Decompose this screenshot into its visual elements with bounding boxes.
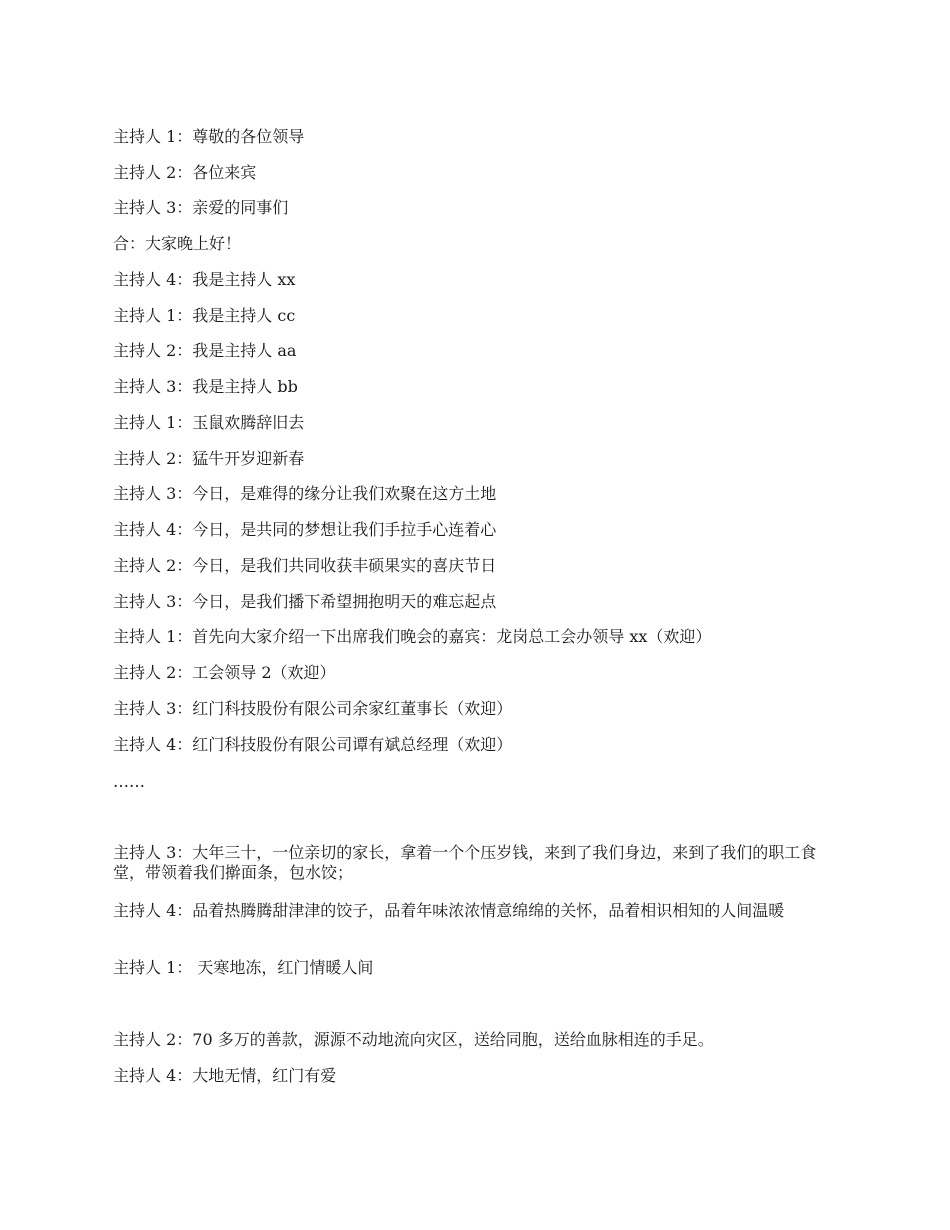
script-line: 主持人 2：我是主持人 aa (113, 341, 297, 360)
script-line: 主持人 3：今日，是难得的缘分让我们欢聚在这方土地 (113, 484, 497, 503)
script-line: …… (113, 772, 145, 791)
script-line: 主持人 2：工会领导 2（欢迎） (113, 663, 336, 682)
script-line: 主持人 3：今日，是我们播下希望拥抱明天的难忘起点 (113, 592, 497, 611)
script-line: 合：大家晚上好！ (113, 234, 242, 253)
script-line: 主持人 1：玉鼠欢腾辞旧去 (113, 413, 305, 432)
script-line: 主持人 3：我是主持人 bb (113, 377, 298, 396)
script-line: 主持人 4：品着热腾腾甜津津的饺子，品着年味浓浓情意绵绵的关怀，品着相识相知的人间温暖 (113, 901, 785, 920)
script-line: 主持人 4：今日，是共同的梦想让我们手拉手心连着心 (113, 520, 497, 539)
script-line: 主持人 2：各位来宾 (113, 163, 257, 182)
script-line: 主持人 1：首先向大家介绍一下出席我们晚会的嘉宾：龙岗总工会办领导 xx（欢迎） (113, 627, 712, 646)
script-line: 主持人 3：亲爱的同事们 (113, 198, 289, 217)
script-line: 主持人 4：大地无情，红门有爱 (113, 1066, 337, 1085)
script-line: 主持人 1：我是主持人 cc (113, 306, 296, 325)
script-line: 主持人 2：猛牛开岁迎新春 (113, 449, 305, 468)
script-line: 主持人 2：今日，是我们共同收获丰硕果实的喜庆节日 (113, 556, 497, 575)
script-line: 主持人 4：红门科技股份有限公司谭有斌总经理（欢迎） (113, 735, 513, 754)
script-line: 主持人 1： 天寒地冻，红门情暖人间 (113, 958, 374, 977)
script-line: 主持人 3：红门科技股份有限公司余家红董事长（欢迎） (113, 699, 513, 718)
script-line: 主持人 3：大年三十，一位亲切的家长，拿着一个个压岁钱，来到了我们身边，来到了我们的职工食堂，带领着我们擀面条，包水饺； (113, 843, 817, 882)
script-line: 主持人 2：70 多万的善款，源源不动地流向灾区，送给同胞，送给血脉相连的手足。 (113, 1030, 714, 1049)
script-line: 主持人 4：我是主持人 xx (113, 270, 296, 289)
script-line: 主持人 1：尊敬的各位领导 (113, 127, 305, 146)
